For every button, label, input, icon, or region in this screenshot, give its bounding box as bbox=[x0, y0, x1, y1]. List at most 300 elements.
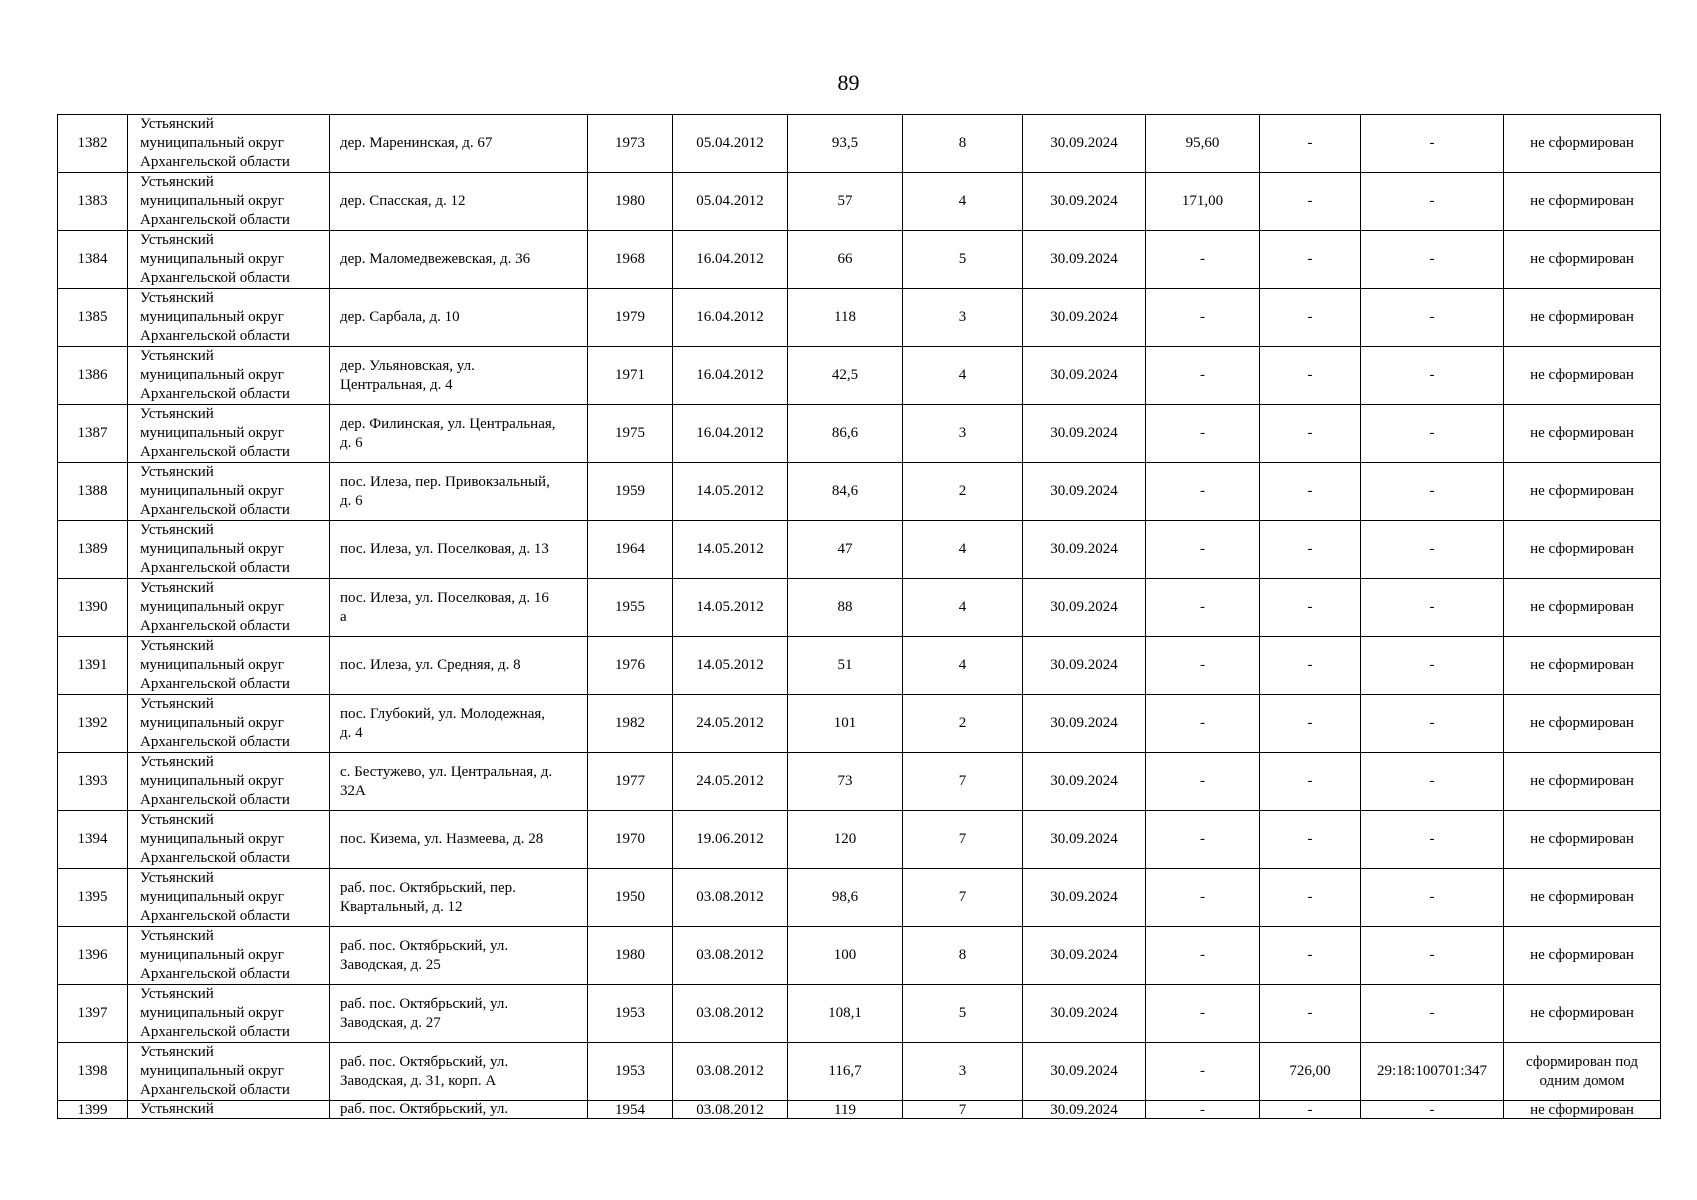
deadline-date-cell: 30.09.2024 bbox=[1023, 405, 1146, 463]
record-number-cell: 1386 bbox=[58, 347, 128, 405]
residents-count-cell: 3 bbox=[903, 405, 1023, 463]
record-number-cell: 1391 bbox=[58, 637, 128, 695]
municipality-line: Архангельской области bbox=[140, 560, 290, 576]
land-area-cell: - bbox=[1260, 927, 1361, 985]
address-line: Заводская, д. 27 bbox=[340, 1014, 441, 1031]
area-cell: 100 bbox=[788, 927, 903, 985]
address-line: дер. Филинская, ул. Центральная, bbox=[340, 415, 556, 432]
address-line: раб. пос. Октябрьский, пер. bbox=[340, 879, 516, 896]
address-line: дер. Спасская, д. 12 bbox=[340, 193, 466, 209]
recognition-date-cell: 16.04.2012 bbox=[673, 231, 788, 289]
address-cell bbox=[330, 985, 588, 1043]
land-status-line: не сформирован bbox=[1530, 483, 1634, 499]
address-line: Квартальный, д. 12 bbox=[340, 898, 463, 915]
year-built-cell: 1954 bbox=[588, 1101, 673, 1119]
table-row bbox=[58, 173, 1661, 231]
residents-count-cell: 4 bbox=[903, 173, 1023, 231]
area-cell: 51 bbox=[788, 637, 903, 695]
municipality-line: Устьянский bbox=[140, 928, 214, 944]
municipality-line: Архангельской области bbox=[140, 850, 290, 866]
municipality-cell bbox=[128, 347, 330, 405]
cadastral-number-cell: - bbox=[1361, 347, 1504, 405]
municipality-cell bbox=[128, 231, 330, 289]
municipality-line: муниципальный округ bbox=[140, 541, 284, 557]
land-status-line: не сформирован bbox=[1530, 715, 1634, 731]
record-number-cell: 1395 bbox=[58, 869, 128, 927]
municipality-line: муниципальный округ bbox=[140, 773, 284, 789]
residents-count-cell: 7 bbox=[903, 753, 1023, 811]
table-row bbox=[58, 927, 1661, 985]
municipality-cell bbox=[128, 985, 330, 1043]
record-number-cell: 1397 bbox=[58, 985, 128, 1043]
area-cell: 84,6 bbox=[788, 463, 903, 521]
table-row bbox=[58, 579, 1661, 637]
residents-count-cell: 4 bbox=[903, 579, 1023, 637]
municipality-line: Устьянский bbox=[140, 406, 214, 422]
year-built-cell: 1975 bbox=[588, 405, 673, 463]
municipality-line: Архангельской области bbox=[140, 502, 290, 518]
value-cell: - bbox=[1146, 347, 1260, 405]
recognition-date-cell: 03.08.2012 bbox=[673, 985, 788, 1043]
municipality-cell bbox=[128, 1101, 330, 1119]
recognition-date-cell: 24.05.2012 bbox=[673, 753, 788, 811]
municipality-cell bbox=[128, 869, 330, 927]
municipality-line: муниципальный округ bbox=[140, 831, 284, 847]
value-cell: - bbox=[1146, 521, 1260, 579]
deadline-date-cell: 30.09.2024 bbox=[1023, 1101, 1146, 1119]
area-cell: 73 bbox=[788, 753, 903, 811]
recognition-date-cell: 03.08.2012 bbox=[673, 1101, 788, 1119]
table-row bbox=[58, 521, 1661, 579]
deadline-date-cell: 30.09.2024 bbox=[1023, 637, 1146, 695]
address-line: пос. Илеза, пер. Привокзальный, bbox=[340, 473, 550, 490]
deadline-date-cell: 30.09.2024 bbox=[1023, 695, 1146, 753]
address-cell bbox=[330, 869, 588, 927]
value-cell: - bbox=[1146, 927, 1260, 985]
residents-count-cell: 5 bbox=[903, 985, 1023, 1043]
municipality-line: Архангельской области bbox=[140, 734, 290, 750]
land-area-cell: - bbox=[1260, 521, 1361, 579]
address-line: д. 6 bbox=[340, 434, 363, 451]
record-number-cell: 1399 bbox=[58, 1101, 128, 1119]
area-cell: 57 bbox=[788, 173, 903, 231]
area-cell: 101 bbox=[788, 695, 903, 753]
area-cell: 108,1 bbox=[788, 985, 903, 1043]
municipality-cell bbox=[128, 289, 330, 347]
area-cell: 88 bbox=[788, 579, 903, 637]
land-status-cell bbox=[1504, 405, 1661, 463]
housing-registry-table bbox=[57, 114, 1661, 1119]
value-cell: - bbox=[1146, 869, 1260, 927]
cadastral-number-cell: - bbox=[1361, 289, 1504, 347]
residents-count-cell: 7 bbox=[903, 811, 1023, 869]
address-cell bbox=[330, 1043, 588, 1101]
municipality-line: Устьянский bbox=[140, 116, 214, 132]
land-status-cell bbox=[1504, 521, 1661, 579]
land-status-line: не сформирован bbox=[1530, 947, 1634, 963]
cadastral-number-cell: 29:18:100701:347 bbox=[1361, 1043, 1504, 1101]
deadline-date-cell: 30.09.2024 bbox=[1023, 463, 1146, 521]
value-cell: - bbox=[1146, 811, 1260, 869]
residents-count-cell: 8 bbox=[903, 927, 1023, 985]
address-line: пос. Кизема, ул. Назмеева, д. 28 bbox=[340, 831, 544, 847]
table-row bbox=[58, 231, 1661, 289]
land-area-cell: - bbox=[1260, 231, 1361, 289]
area-cell: 119 bbox=[788, 1101, 903, 1119]
table-row bbox=[58, 985, 1661, 1043]
municipality-line: Устьянский bbox=[140, 232, 214, 248]
land-status-cell bbox=[1504, 579, 1661, 637]
address-line: раб. пос. Октябрьский, ул. bbox=[340, 995, 509, 1012]
municipality-line: Устьянский bbox=[140, 1044, 214, 1060]
address-line: пос. Илеза, ул. Средняя, д. 8 bbox=[340, 657, 521, 673]
land-status-cell bbox=[1504, 347, 1661, 405]
municipality-line: муниципальный округ bbox=[140, 135, 284, 151]
year-built-cell: 1968 bbox=[588, 231, 673, 289]
deadline-date-cell: 30.09.2024 bbox=[1023, 289, 1146, 347]
municipality-line: Устьянский bbox=[140, 464, 214, 480]
address-cell bbox=[330, 231, 588, 289]
record-number-cell: 1390 bbox=[58, 579, 128, 637]
record-number-cell: 1392 bbox=[58, 695, 128, 753]
table-row bbox=[58, 405, 1661, 463]
address-cell bbox=[330, 289, 588, 347]
recognition-date-cell: 16.04.2012 bbox=[673, 347, 788, 405]
table-row bbox=[58, 637, 1661, 695]
municipality-cell bbox=[128, 115, 330, 173]
land-area-cell: - bbox=[1260, 637, 1361, 695]
deadline-date-cell: 30.09.2024 bbox=[1023, 521, 1146, 579]
municipality-line: Устьянский bbox=[140, 754, 214, 770]
municipality-cell bbox=[128, 927, 330, 985]
deadline-date-cell: 30.09.2024 bbox=[1023, 579, 1146, 637]
address-cell bbox=[330, 463, 588, 521]
recognition-date-cell: 05.04.2012 bbox=[673, 173, 788, 231]
land-area-cell: - bbox=[1260, 347, 1361, 405]
year-built-cell: 1964 bbox=[588, 521, 673, 579]
municipality-line: Устьянский bbox=[140, 870, 214, 886]
year-built-cell: 1976 bbox=[588, 637, 673, 695]
land-status-cell bbox=[1504, 927, 1661, 985]
area-cell: 93,5 bbox=[788, 115, 903, 173]
cadastral-number-cell: - bbox=[1361, 869, 1504, 927]
cadastral-number-cell: - bbox=[1361, 1101, 1504, 1119]
land-status-line: не сформирован bbox=[1530, 831, 1634, 847]
deadline-date-cell: 30.09.2024 bbox=[1023, 753, 1146, 811]
address-line: дер. Маренинская, д. 67 bbox=[340, 135, 493, 151]
land-status-line: сформирован под bbox=[1526, 1053, 1638, 1070]
land-status-line: не сформирован bbox=[1530, 773, 1634, 789]
land-area-cell: - bbox=[1260, 463, 1361, 521]
address-cell bbox=[330, 811, 588, 869]
land-status-cell bbox=[1504, 231, 1661, 289]
municipality-line: Архангельской области bbox=[140, 792, 290, 808]
land-area-cell: - bbox=[1260, 869, 1361, 927]
municipality-line: муниципальный округ bbox=[140, 657, 284, 673]
record-number-cell: 1383 bbox=[58, 173, 128, 231]
table-row bbox=[58, 115, 1661, 173]
table-row bbox=[58, 695, 1661, 753]
municipality-line: Архангельской области bbox=[140, 328, 290, 344]
value-cell: - bbox=[1146, 637, 1260, 695]
land-area-cell: - bbox=[1260, 1101, 1361, 1119]
land-area-cell: - bbox=[1260, 811, 1361, 869]
municipality-cell bbox=[128, 1043, 330, 1101]
land-status-line: не сформирован bbox=[1530, 599, 1634, 615]
address-line: пос. Илеза, ул. Поселковая, д. 16 bbox=[340, 589, 549, 606]
land-status-line: одним домом bbox=[1539, 1072, 1625, 1089]
year-built-cell: 1979 bbox=[588, 289, 673, 347]
value-cell: 95,60 bbox=[1146, 115, 1260, 173]
table-row bbox=[58, 811, 1661, 869]
recognition-date-cell: 03.08.2012 bbox=[673, 927, 788, 985]
record-number-cell: 1394 bbox=[58, 811, 128, 869]
cadastral-number-cell: - bbox=[1361, 985, 1504, 1043]
land-status-line: не сформирован bbox=[1530, 251, 1634, 267]
cadastral-number-cell: - bbox=[1361, 753, 1504, 811]
municipality-line: Архангельской области bbox=[140, 154, 290, 170]
municipality-line: муниципальный округ bbox=[140, 947, 284, 963]
deadline-date-cell: 30.09.2024 bbox=[1023, 869, 1146, 927]
area-cell: 118 bbox=[788, 289, 903, 347]
municipality-line: Устьянский bbox=[140, 638, 214, 654]
municipality-line: Устьянский bbox=[140, 812, 214, 828]
record-number-cell: 1384 bbox=[58, 231, 128, 289]
municipality-line: Архангельской области bbox=[140, 212, 290, 228]
land-area-cell: - bbox=[1260, 695, 1361, 753]
municipality-cell bbox=[128, 463, 330, 521]
municipality-line: Архангельской области bbox=[140, 386, 290, 402]
recognition-date-cell: 16.04.2012 bbox=[673, 405, 788, 463]
residents-count-cell: 4 bbox=[903, 521, 1023, 579]
cadastral-number-cell: - bbox=[1361, 115, 1504, 173]
year-built-cell: 1953 bbox=[588, 1043, 673, 1101]
deadline-date-cell: 30.09.2024 bbox=[1023, 927, 1146, 985]
municipality-line: муниципальный округ bbox=[140, 483, 284, 499]
address-line: Центральная, д. 4 bbox=[340, 376, 453, 393]
residents-count-cell: 5 bbox=[903, 231, 1023, 289]
recognition-date-cell: 16.04.2012 bbox=[673, 289, 788, 347]
deadline-date-cell: 30.09.2024 bbox=[1023, 985, 1146, 1043]
recognition-date-cell: 14.05.2012 bbox=[673, 521, 788, 579]
record-number-cell: 1382 bbox=[58, 115, 128, 173]
municipality-line: муниципальный округ bbox=[140, 715, 284, 731]
residents-count-cell: 4 bbox=[903, 637, 1023, 695]
municipality-line: Архангельской области bbox=[140, 1024, 290, 1040]
municipality-cell bbox=[128, 637, 330, 695]
address-cell bbox=[330, 695, 588, 753]
recognition-date-cell: 14.05.2012 bbox=[673, 579, 788, 637]
residents-count-cell: 8 bbox=[903, 115, 1023, 173]
deadline-date-cell: 30.09.2024 bbox=[1023, 231, 1146, 289]
cadastral-number-cell: - bbox=[1361, 579, 1504, 637]
land-area-cell: - bbox=[1260, 579, 1361, 637]
year-built-cell: 1977 bbox=[588, 753, 673, 811]
cadastral-number-cell: - bbox=[1361, 811, 1504, 869]
land-status-line: не сформирован bbox=[1530, 657, 1634, 673]
address-line: Заводская, д. 25 bbox=[340, 956, 441, 973]
area-cell: 42,5 bbox=[788, 347, 903, 405]
address-cell bbox=[330, 347, 588, 405]
table-row bbox=[58, 347, 1661, 405]
cadastral-number-cell: - bbox=[1361, 463, 1504, 521]
table-row bbox=[58, 289, 1661, 347]
address-cell bbox=[330, 927, 588, 985]
land-status-cell bbox=[1504, 753, 1661, 811]
address-line: раб. пос. Октябрьский, ул. bbox=[340, 937, 509, 954]
deadline-date-cell: 30.09.2024 bbox=[1023, 811, 1146, 869]
value-cell: - bbox=[1146, 231, 1260, 289]
residents-count-cell: 3 bbox=[903, 1043, 1023, 1101]
record-number-cell: 1398 bbox=[58, 1043, 128, 1101]
address-cell bbox=[330, 1101, 588, 1119]
municipality-line: муниципальный округ bbox=[140, 367, 284, 383]
municipality-line: муниципальный округ bbox=[140, 193, 284, 209]
municipality-line: Устьянский bbox=[140, 1101, 214, 1117]
municipality-line: Архангельской области bbox=[140, 676, 290, 692]
municipality-line: муниципальный округ bbox=[140, 1005, 284, 1021]
municipality-line: Архангельской области bbox=[140, 966, 290, 982]
municipality-line: Архангельской области bbox=[140, 908, 290, 924]
municipality-line: муниципальный округ bbox=[140, 251, 284, 267]
land-area-cell: - bbox=[1260, 405, 1361, 463]
year-built-cell: 1971 bbox=[588, 347, 673, 405]
value-cell: - bbox=[1146, 985, 1260, 1043]
land-status-cell bbox=[1504, 1101, 1661, 1119]
table-row bbox=[58, 1101, 1661, 1119]
residents-count-cell: 4 bbox=[903, 347, 1023, 405]
record-number-cell: 1388 bbox=[58, 463, 128, 521]
land-area-cell: - bbox=[1260, 753, 1361, 811]
municipality-cell bbox=[128, 811, 330, 869]
address-line: а bbox=[340, 608, 347, 625]
address-line: с. Бестужево, ул. Центральная, д. bbox=[340, 763, 553, 780]
year-built-cell: 1973 bbox=[588, 115, 673, 173]
year-built-cell: 1953 bbox=[588, 985, 673, 1043]
deadline-date-cell: 30.09.2024 bbox=[1023, 1043, 1146, 1101]
recognition-date-cell: 05.04.2012 bbox=[673, 115, 788, 173]
municipality-cell bbox=[128, 405, 330, 463]
municipality-line: Устьянский bbox=[140, 522, 214, 538]
year-built-cell: 1980 bbox=[588, 927, 673, 985]
table-body bbox=[58, 115, 1661, 1119]
land-status-cell bbox=[1504, 289, 1661, 347]
land-area-cell: - bbox=[1260, 289, 1361, 347]
land-status-cell bbox=[1504, 463, 1661, 521]
value-cell: - bbox=[1146, 1101, 1260, 1119]
recognition-date-cell: 03.08.2012 bbox=[673, 1043, 788, 1101]
municipality-line: Устьянский bbox=[140, 348, 214, 364]
land-status-line: не сформирован bbox=[1530, 889, 1634, 905]
land-area-cell: 726,00 bbox=[1260, 1043, 1361, 1101]
cadastral-number-cell: - bbox=[1361, 637, 1504, 695]
record-number-cell: 1387 bbox=[58, 405, 128, 463]
residents-count-cell: 2 bbox=[903, 695, 1023, 753]
area-cell: 98,6 bbox=[788, 869, 903, 927]
land-area-cell: - bbox=[1260, 985, 1361, 1043]
address-cell bbox=[330, 637, 588, 695]
recognition-date-cell: 14.05.2012 bbox=[673, 637, 788, 695]
address-cell bbox=[330, 405, 588, 463]
year-built-cell: 1982 bbox=[588, 695, 673, 753]
residents-count-cell: 2 bbox=[903, 463, 1023, 521]
recognition-date-cell: 24.05.2012 bbox=[673, 695, 788, 753]
land-status-line: не сформирован bbox=[1530, 425, 1634, 441]
record-number-cell: 1389 bbox=[58, 521, 128, 579]
municipality-line: Архангельской области bbox=[140, 444, 290, 460]
value-cell: 171,00 bbox=[1146, 173, 1260, 231]
municipality-line: муниципальный округ bbox=[140, 425, 284, 441]
address-cell bbox=[330, 521, 588, 579]
area-cell: 47 bbox=[788, 521, 903, 579]
address-line: пос. Илеза, ул. Поселковая, д. 13 bbox=[340, 541, 549, 557]
land-status-cell bbox=[1504, 811, 1661, 869]
residents-count-cell: 7 bbox=[903, 1101, 1023, 1119]
value-cell: - bbox=[1146, 289, 1260, 347]
municipality-line: Устьянский bbox=[140, 580, 214, 596]
value-cell: - bbox=[1146, 753, 1260, 811]
land-status-line: не сформирован bbox=[1530, 135, 1634, 151]
cadastral-number-cell: - bbox=[1361, 521, 1504, 579]
address-cell bbox=[330, 115, 588, 173]
land-status-cell bbox=[1504, 173, 1661, 231]
deadline-date-cell: 30.09.2024 bbox=[1023, 115, 1146, 173]
municipality-line: муниципальный округ bbox=[140, 599, 284, 615]
municipality-line: Устьянский bbox=[140, 174, 214, 190]
cadastral-number-cell: - bbox=[1361, 927, 1504, 985]
land-status-line: не сформирован bbox=[1530, 541, 1634, 557]
municipality-line: Архангельской области bbox=[140, 618, 290, 634]
land-area-cell: - bbox=[1260, 173, 1361, 231]
municipality-line: Устьянский bbox=[140, 696, 214, 712]
table-row bbox=[58, 869, 1661, 927]
address-line: д. 6 bbox=[340, 492, 363, 509]
address-line: раб. пос. Октябрьский, ул. bbox=[340, 1053, 509, 1070]
address-cell bbox=[330, 173, 588, 231]
municipality-line: муниципальный округ bbox=[140, 309, 284, 325]
cadastral-number-cell: - bbox=[1361, 405, 1504, 463]
area-cell: 66 bbox=[788, 231, 903, 289]
land-status-line: не сформирован bbox=[1530, 1005, 1634, 1021]
year-built-cell: 1950 bbox=[588, 869, 673, 927]
land-status-cell bbox=[1504, 637, 1661, 695]
table-row bbox=[58, 753, 1661, 811]
land-status-cell bbox=[1504, 695, 1661, 753]
address-cell bbox=[330, 753, 588, 811]
municipality-cell bbox=[128, 753, 330, 811]
address-line: 32А bbox=[340, 782, 366, 799]
address-line: дер. Сарбала, д. 10 bbox=[340, 309, 460, 325]
cadastral-number-cell: - bbox=[1361, 173, 1504, 231]
municipality-line: Устьянский bbox=[140, 986, 214, 1002]
year-built-cell: 1959 bbox=[588, 463, 673, 521]
land-status-line: не сформирован bbox=[1530, 367, 1634, 383]
deadline-date-cell: 30.09.2024 bbox=[1023, 347, 1146, 405]
value-cell: - bbox=[1146, 1043, 1260, 1101]
record-number-cell: 1385 bbox=[58, 289, 128, 347]
year-built-cell: 1955 bbox=[588, 579, 673, 637]
year-built-cell: 1970 bbox=[588, 811, 673, 869]
value-cell: - bbox=[1146, 579, 1260, 637]
recognition-date-cell: 19.06.2012 bbox=[673, 811, 788, 869]
municipality-line: муниципальный округ bbox=[140, 1063, 284, 1079]
land-status-cell bbox=[1504, 115, 1661, 173]
record-number-cell: 1393 bbox=[58, 753, 128, 811]
municipality-line: Архангельской области bbox=[140, 1082, 290, 1098]
recognition-date-cell: 14.05.2012 bbox=[673, 463, 788, 521]
land-status-cell bbox=[1504, 1043, 1661, 1101]
area-cell: 86,6 bbox=[788, 405, 903, 463]
